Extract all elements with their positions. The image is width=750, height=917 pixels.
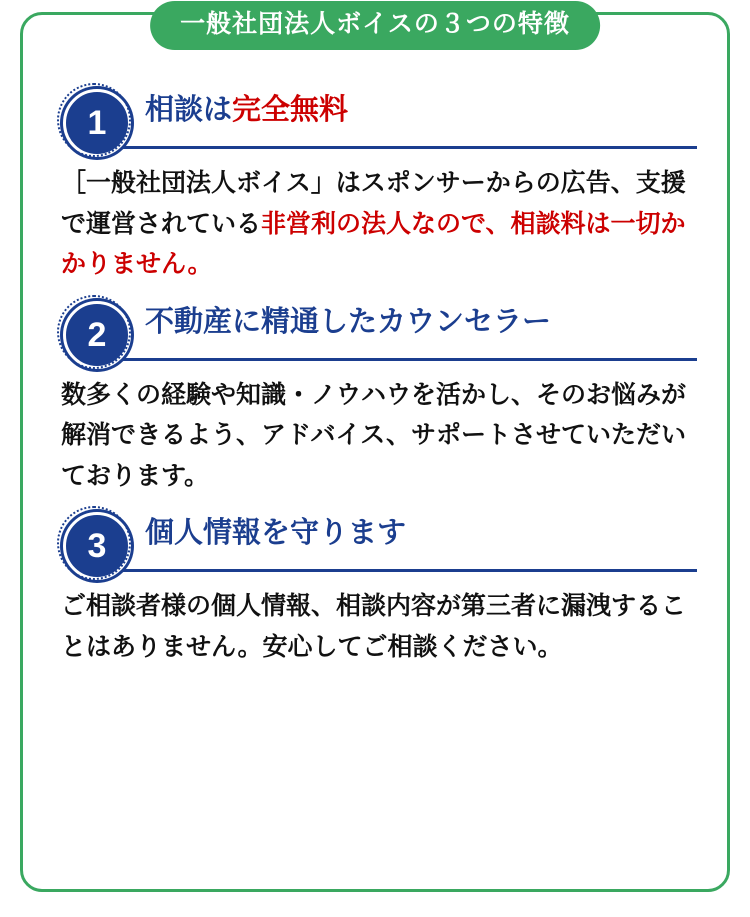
feature-1-body-part-2: 非営利の法人なので、相談料は一切かかりません。 bbox=[61, 209, 686, 278]
feature-3-underline bbox=[77, 569, 697, 572]
page-title: 一般社団法人ボイスの３つの特徴 bbox=[150, 1, 600, 50]
feature-2-title: 不動産に精通したカウンセラー bbox=[145, 305, 552, 338]
features-card bbox=[20, 12, 730, 892]
feature-3-number-badge: 3 bbox=[63, 512, 131, 580]
feature-1-title-accent: 完全無料 bbox=[232, 94, 349, 126]
feature-item-3 bbox=[49, 506, 701, 667]
feature-1-number-badge: 1 bbox=[63, 89, 131, 157]
feature-3-title: 個人情報を守ります bbox=[145, 517, 407, 549]
feature-item-1 bbox=[49, 83, 701, 285]
feature-2-number-badge: 2 bbox=[63, 301, 131, 369]
features-list bbox=[23, 83, 727, 673]
feature-2-body: 数多くの経験や知識・ノウハウを活かし、そのお悩みが解消できるよう、アドバイス、サポートさせていただいております。 bbox=[61, 380, 687, 490]
feature-1-title-plain: 相談は bbox=[145, 94, 233, 126]
feature-item-2 bbox=[49, 295, 701, 497]
feature-1-body bbox=[49, 157, 701, 285]
feature-3-body: ご相談者様の個人情報、相談内容が第三者に漏洩することはありません。安心してご相談ください。 bbox=[61, 592, 687, 661]
feature-1-title bbox=[145, 93, 697, 128]
feature-3-header bbox=[49, 506, 701, 580]
feature-2-header bbox=[49, 295, 701, 369]
feature-1-body-part-1: ［一般社団法人ボイス」はスポンサーからの広告、支援で運営されている bbox=[61, 169, 686, 238]
feature-1-header bbox=[49, 83, 701, 157]
feature-2-underline bbox=[77, 358, 697, 361]
feature-1-underline bbox=[77, 146, 697, 149]
